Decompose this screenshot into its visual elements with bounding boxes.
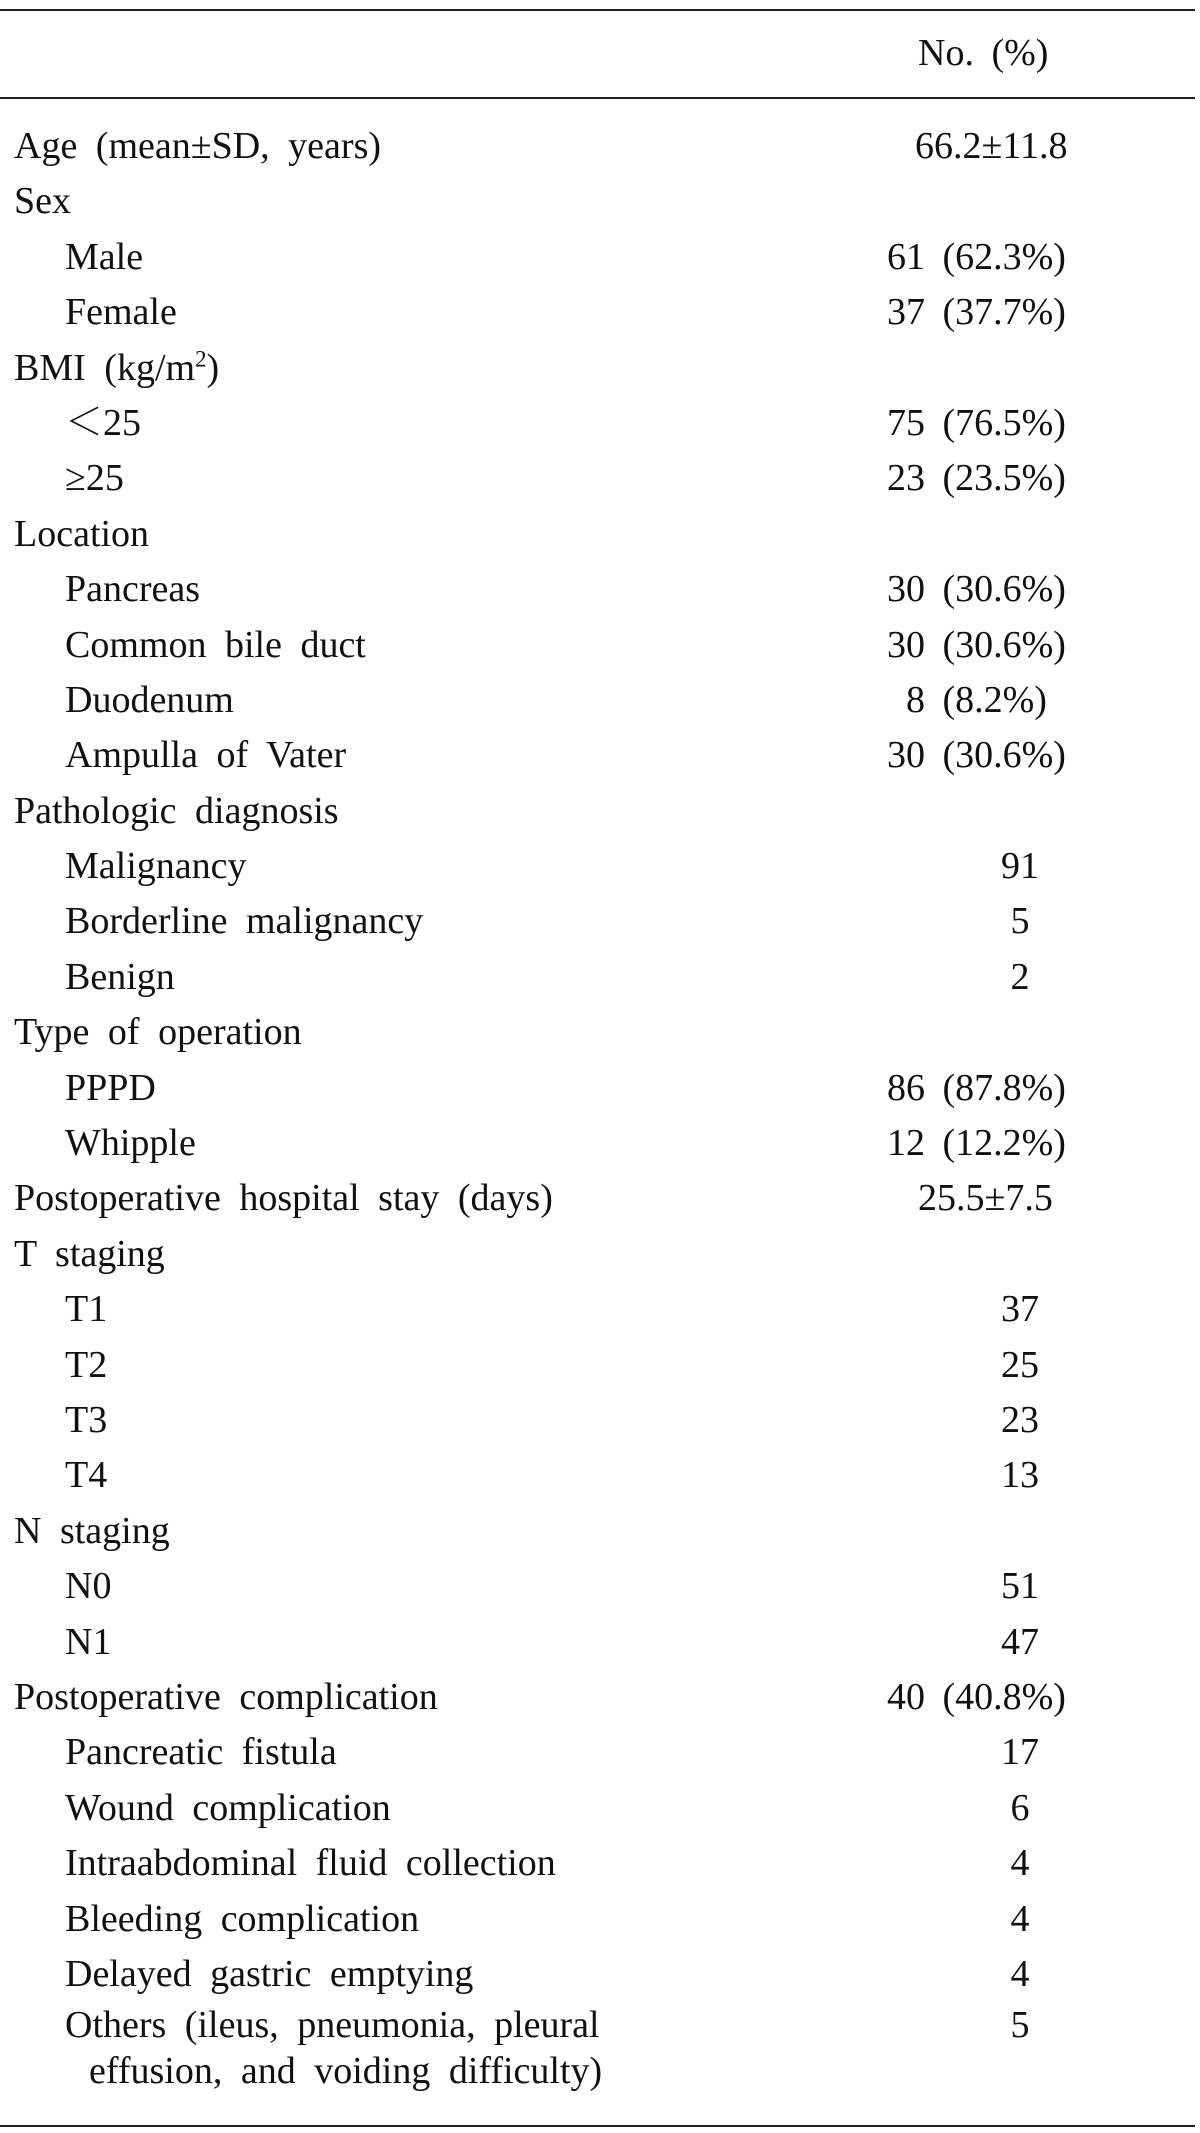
superscript: 2 (195, 345, 207, 371)
row-value: 75 (76.5%) (887, 401, 1066, 444)
row-label: Wound complication (65, 1786, 391, 1829)
table-row (0, 1061, 1200, 1116)
row-label: Delayed gastric emptying (65, 1952, 474, 1995)
row-label: N1 (65, 1620, 112, 1663)
table-row (0, 1947, 1200, 2002)
table-top-rule (0, 9, 1195, 11)
row-label: T1 (65, 1288, 108, 1331)
table-body (0, 119, 1200, 2103)
row-value: 8 (8.2%) (906, 678, 1047, 721)
row-value: 13 (1001, 1454, 1039, 1497)
row-label: Type of operation (14, 1011, 302, 1054)
row-value: 37 (1001, 1288, 1039, 1331)
table-row (0, 728, 1200, 783)
table-row (0, 562, 1200, 617)
row-value: 51 (1001, 1565, 1039, 1608)
table-row (0, 1836, 1200, 1891)
table-row (0, 1171, 1200, 1226)
table-row (0, 1116, 1200, 1171)
table-row (0, 1338, 1200, 1393)
row-value: 66.2±11.8 (915, 125, 1068, 167)
row-value: 4 (1010, 1842, 1030, 1885)
row-label (65, 2002, 602, 2094)
row-value: 91 (1001, 845, 1039, 888)
table-row (0, 618, 1200, 673)
table-row (0, 2002, 1200, 2103)
row-label: Borderline malignancy (65, 900, 424, 943)
row-label: Bleeding complication (65, 1897, 420, 1940)
table-row (0, 174, 1200, 229)
row-label: Whipple (65, 1122, 196, 1165)
table-header-row (0, 28, 1200, 78)
row-label: PPPD (65, 1066, 156, 1109)
table-row (0, 341, 1200, 396)
row-label: Pancreatic fistula (65, 1731, 337, 1774)
table-row (0, 673, 1200, 728)
row-value: 30 (30.6%) (887, 568, 1066, 611)
table-row (0, 1005, 1200, 1060)
row-label: Pancreas (65, 568, 201, 611)
row-value: 61 (62.3%) (887, 235, 1066, 278)
row-label: N0 (65, 1565, 112, 1608)
row-label (14, 341, 219, 396)
row-label: Common bile duct (65, 623, 366, 666)
row-label-text: BMI (kg/m (14, 346, 196, 389)
row-value: 40 (40.8%) (887, 1675, 1066, 1718)
row-label: Age (mean±SD, years) (14, 125, 382, 167)
table-row (0, 1393, 1200, 1448)
row-label: T2 (65, 1343, 108, 1386)
row-label: Sex (14, 180, 71, 223)
row-label: Duodenum (65, 678, 234, 721)
row-label: Benign (65, 955, 175, 998)
row-label-line-2: effusion, and voiding difficulty) (89, 2050, 603, 2093)
table-row (0, 894, 1200, 949)
column-header-no-percent: No. (%) (918, 32, 1049, 74)
table-row (0, 507, 1200, 562)
row-value: 23 (23.5%) (887, 457, 1066, 500)
table-row (0, 1892, 1200, 1947)
row-label: Postoperative complication (14, 1675, 438, 1718)
row-value: 2 (1010, 955, 1030, 998)
table-row (0, 950, 1200, 1005)
table-row (0, 119, 1200, 174)
row-label: T4 (65, 1454, 108, 1497)
row-value: 25 (1001, 1343, 1039, 1386)
row-label-suffix: ) (206, 346, 220, 389)
row-value: 12 (12.2%) (887, 1122, 1066, 1165)
row-label: Intraabdominal fluid collection (65, 1842, 556, 1885)
row-value: 23 (1001, 1398, 1039, 1441)
row-value: 30 (30.6%) (887, 623, 1066, 666)
table-row (0, 784, 1200, 839)
table-row (0, 1615, 1200, 1670)
row-label: Female (65, 291, 177, 334)
row-value: 86 (87.8%) (887, 1066, 1066, 1109)
row-value: 37 (37.7%) (887, 291, 1066, 334)
row-value: 47 (1001, 1620, 1039, 1663)
table-row (0, 1227, 1200, 1282)
table-row (0, 1781, 1200, 1836)
row-label: ≥25 (65, 457, 124, 500)
table-header-rule (0, 97, 1195, 99)
row-value: 6 (1010, 1786, 1030, 1829)
row-label: Male (65, 235, 144, 278)
table-row (0, 451, 1200, 506)
row-value: 25.5±7.5 (918, 1177, 1053, 1220)
row-label: T3 (65, 1398, 108, 1441)
table-row (0, 285, 1200, 340)
row-label-line-1: Others (ileus, pneumonia, pleural (65, 2004, 600, 2047)
table-row (0, 396, 1200, 451)
table-bottom-rule (0, 2125, 1195, 2127)
row-label: Ampulla of Vater (65, 734, 347, 777)
row-value: 17 (1001, 1731, 1039, 1774)
table-row (0, 1670, 1200, 1725)
row-label: T staging (14, 1232, 165, 1275)
row-value: 4 (1010, 1897, 1030, 1940)
row-label: N staging (14, 1509, 170, 1552)
row-value: 30 (30.6%) (887, 734, 1066, 777)
table-row (0, 1725, 1200, 1780)
row-label: Postoperative hospital stay (days) (14, 1177, 553, 1220)
row-label: ＜25 (65, 401, 142, 444)
table-row (0, 1504, 1200, 1559)
row-value: 5 (1010, 900, 1030, 943)
table-row (0, 230, 1200, 285)
row-label: Malignancy (65, 845, 247, 888)
table-row (0, 1448, 1200, 1503)
row-label: Pathologic diagnosis (14, 789, 339, 832)
row-label: Location (14, 512, 150, 555)
table-row (0, 1559, 1200, 1614)
table-row (0, 1282, 1200, 1337)
row-value: 5 (1010, 2004, 1030, 2047)
table-row (0, 839, 1200, 894)
row-value: 4 (1010, 1952, 1030, 1995)
